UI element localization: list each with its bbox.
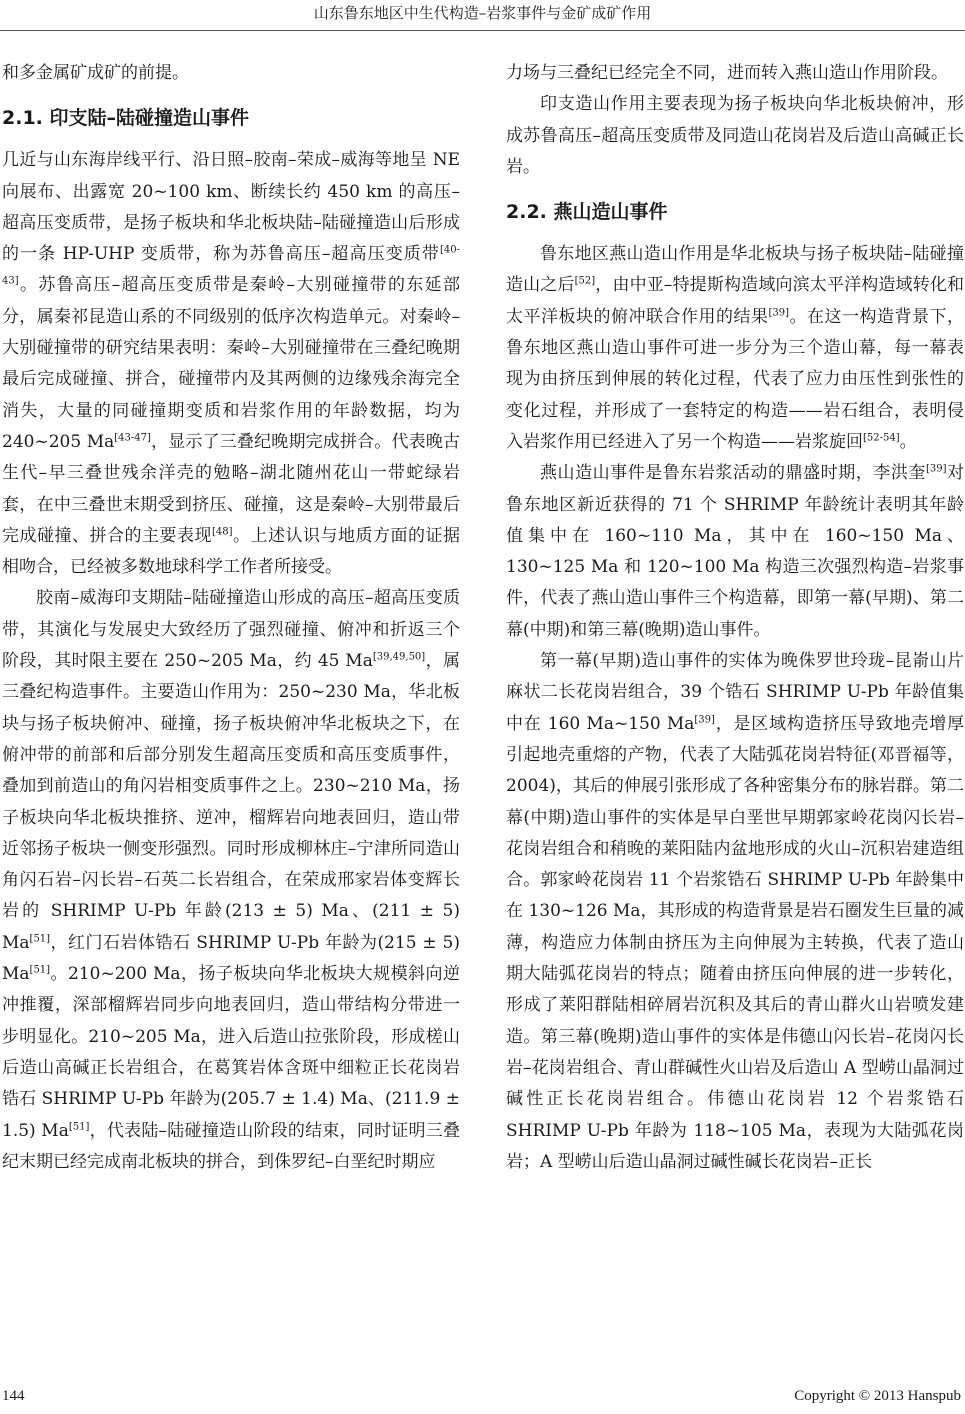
citation-ref: [40-43] [2,244,460,287]
text-run: ，红门石岩体锆石 SHRIMP U-Pb 年龄为(215 ± 5) Ma [2,932,460,985]
citation-ref: [51] [68,1120,90,1132]
text-run: 胶南–威海印支期陆–陆碰撞造山形成的高压–超高压变质带，其演化与发展史大致经历了强烈碰撞、俯冲和折返三个阶段，其时限主要在 250~205 Ma，约 45 Ma [2,588,460,672]
text-run: ，属三叠纪构造事件。主要造山作用为：250~230 Ma，华北板块与扬子板块俯冲、碰撞，扬子板块俯冲华北板块之下，在俯冲带的前部和后部分别发生超高压变质和高压变质事件，叠加到前造山的角闪岩相变质事件之上。230~210 Ma，扬子板块向华北板块推挤、逆冲，榴辉岩向地表回归，造山带近邻扬子板块一侧变形强烈。同时形成柳林庄–宁津所同造山角闪石岩–闪长岩–石英二长岩组合，在荣成邢家岩体变辉长岩的 SHRIMP U-Pb 年龄(213 ± 5) Ma、(211 ± 5) Ma [2,651,460,953]
citation-ref: [39] [925,463,947,475]
text-run: 力场与三叠纪已经完全不同，进而转入燕山造山作用阶段。 [506,63,948,83]
paragraph [506,458,964,646]
text-run: 。在这一构造背景下，鲁东地区燕山造山事件可进一步分为三个造山幕，每一幕表现为由挤压到伸展的转化过程，代表了应力由压性到张性的变化过程，并形成了一套特定的构造——岩石组合，表明侵入岩浆作用已经进入了另一个构造——岩浆旋回 [506,306,965,452]
left-column [2,58,460,1178]
citation-ref: [51] [29,933,51,945]
running-header: 山东鲁东地区中生代构造–岩浆事件与金矿成矿作用 [313,4,652,22]
paragraph [2,145,460,583]
citation-ref: [43-47] [114,432,151,444]
text-run: ，是区域构造挤压导致地壳增厚引起地壳重熔的产物，代表了大陆弧花岗岩特征(邓晋福等，2004)，其后的伸展引张形成了各种密集分布的脉岩群。第二幕(中期)造山事件的实体是早白垩世早期郭家岭花岗闪长岩–花岗岩组合和稍晚的莱阳陆内盆地形成的火山–沉积岩建造组合。郭家岭花岗岩 11 个岩浆锆石 SHRIMP U-Pb 年龄集中在 130~126 Ma，其形成的构造背景是岩石圈发生巨量的减薄，构造应力体制由挤压为主向伸展为主转换，代表了造山期大陆弧花岗岩的特点；随着由挤压向伸展的进一步转化，形成了莱阳群陆相碎屑岩沉积及其后的青山群火山岩喷发建造。第三幕(晚期)造山事件的实体是伟德山闪长岩–花岗闪长岩–花岗岩组合、青山群碱性火山岩及后造山 A 型崂山晶洞过碱性正长花岗岩组合。伟德山花岗岩 12 个岩浆锆石 SHRIMP U-Pb 年龄为 118~105 Ma，表现为大陆弧花岗岩；A 型崂山后造山晶洞过碱性碱长花岗岩–正长 [506,713,964,1172]
page-number: 144 [2,1388,25,1404]
copyright-notice: Copyright © 2013 Hanspub [794,1388,961,1404]
citation-ref: [39] [768,307,790,319]
text-run: 鲁东地区燕山造山作用是华北板块与扬子板块陆–陆碰撞造山之后 [506,244,964,296]
citation-ref: [51] [29,964,51,976]
text-run: 和多金属矿成矿的前提。 [2,63,189,83]
section-heading: 2.1. 印支陆–陆碰撞造山事件 [2,107,249,130]
paragraph [2,58,460,89]
paragraph [506,646,964,1178]
paragraph [506,58,964,89]
text-run: 印支造山作用主要表现为扬子板块向华北板块俯冲，形成苏鲁高压–超高压变质带及同造山花岗岩及后造山高碱正长岩。 [506,94,964,177]
text-run: 对鲁东地区新近获得的 71 个 SHRIMP 年龄统计表明其年龄值集中在 160~110 Ma，其中在 160~150 Ma、130~125 Ma 和 120~100 Ma 构造三次强烈构造–岩浆事件，代表了燕山造山事件三个构造幕，即第一幕(早期)、第二幕(中期)和第三幕(晚期)造山事件。 [506,463,965,640]
paragraph [506,239,964,458]
paragraph [2,583,460,1178]
text-run: 。 [899,431,917,452]
text-run: 。苏鲁高压–超高压变质带是秦岭–大别碰撞带的东延部分，属秦祁昆造山系的不同级别的低序次构造单元。对秦岭–大别碰撞带的研究结果表明：秦岭–大别碰撞带在三叠纪晚期最后完成碰撞、拼合，碰撞带内及其两侧的边缘残余海完全消失，大量的同碰撞期变质和岩浆作用的年龄数据，均为 240~205 Ma [2,275,460,452]
citation-ref: [39,49,50] [372,651,426,663]
text-run: ，由中亚–特提斯构造域向滨太平洋构造域转化和太平洋板块的俯冲联合作用的结果 [506,275,965,327]
text-run: 燕山造山事件是鲁东岩浆活动的鼎盛时期，李洪奎 [540,463,926,484]
section-heading: 2.2. 燕山造山事件 [506,201,668,224]
text-run: 。上述认识与地质方面的证据相吻合，已经被多数地球科学工作者所接受。 [2,525,461,578]
citation-ref: [39] [694,713,715,725]
page-footer [0,1384,965,1408]
header-rule [0,30,965,31]
paragraph [506,89,964,183]
text-run: 。210~200 Ma，扬子板块向华北板块大规模斜向逆冲推覆，深部榴辉岩同步向地表回归，造山带结构分带进一步明显化。210~205 Ma，进入后造山拉张阶段，形成槎山后造山高碱正长岩组合，在葛箕岩体含斑中细粒正长花岗岩锆石 SHRIMP U-Pb 年龄为(205.7 ± 1.4) Ma、(211.9 ± 1.5) Ma [2,964,460,1141]
citation-ref: [52] [574,275,596,287]
text-run: ，代表陆–陆碰撞造山阶段的结束，同时证明三叠纪末期已经完成南北板块的拼合，到侏罗纪–白垩纪时期应 [2,1120,461,1172]
text-run: 几近与山东海岸线平行、沿日照–胶南–荣成–威海等地呈 NE 向展布、出露宽 20~100 km、断续长约 450 km 的高压–超高压变质带，是扬子板块和华北板块陆–陆碰撞造山后形成的一条 HP-UHP 变质带，称为苏鲁高压–超高压变质带 [2,150,460,265]
right-column [506,58,964,1178]
text-run: 第一幕(早期)造山事件的实体为晚侏罗世玲珑–昆嵛山片麻状二长花岗岩组合，39 个锆石 SHRIMP U-Pb 年龄值集中在 160 Ma~150 Ma [506,651,964,734]
text-run: ，显示了三叠纪晚期完成拼合。代表晚古生代–早三叠世残余洋壳的勉略–湖北随州花山一带蛇绿岩套，在中三叠世末期受到挤压、碰撞，这是秦岭–大别带最后完成碰撞、拼合的主要表现 [2,431,460,546]
citation-ref: [48] [212,526,233,538]
citation-ref: [52-54] [863,432,900,444]
